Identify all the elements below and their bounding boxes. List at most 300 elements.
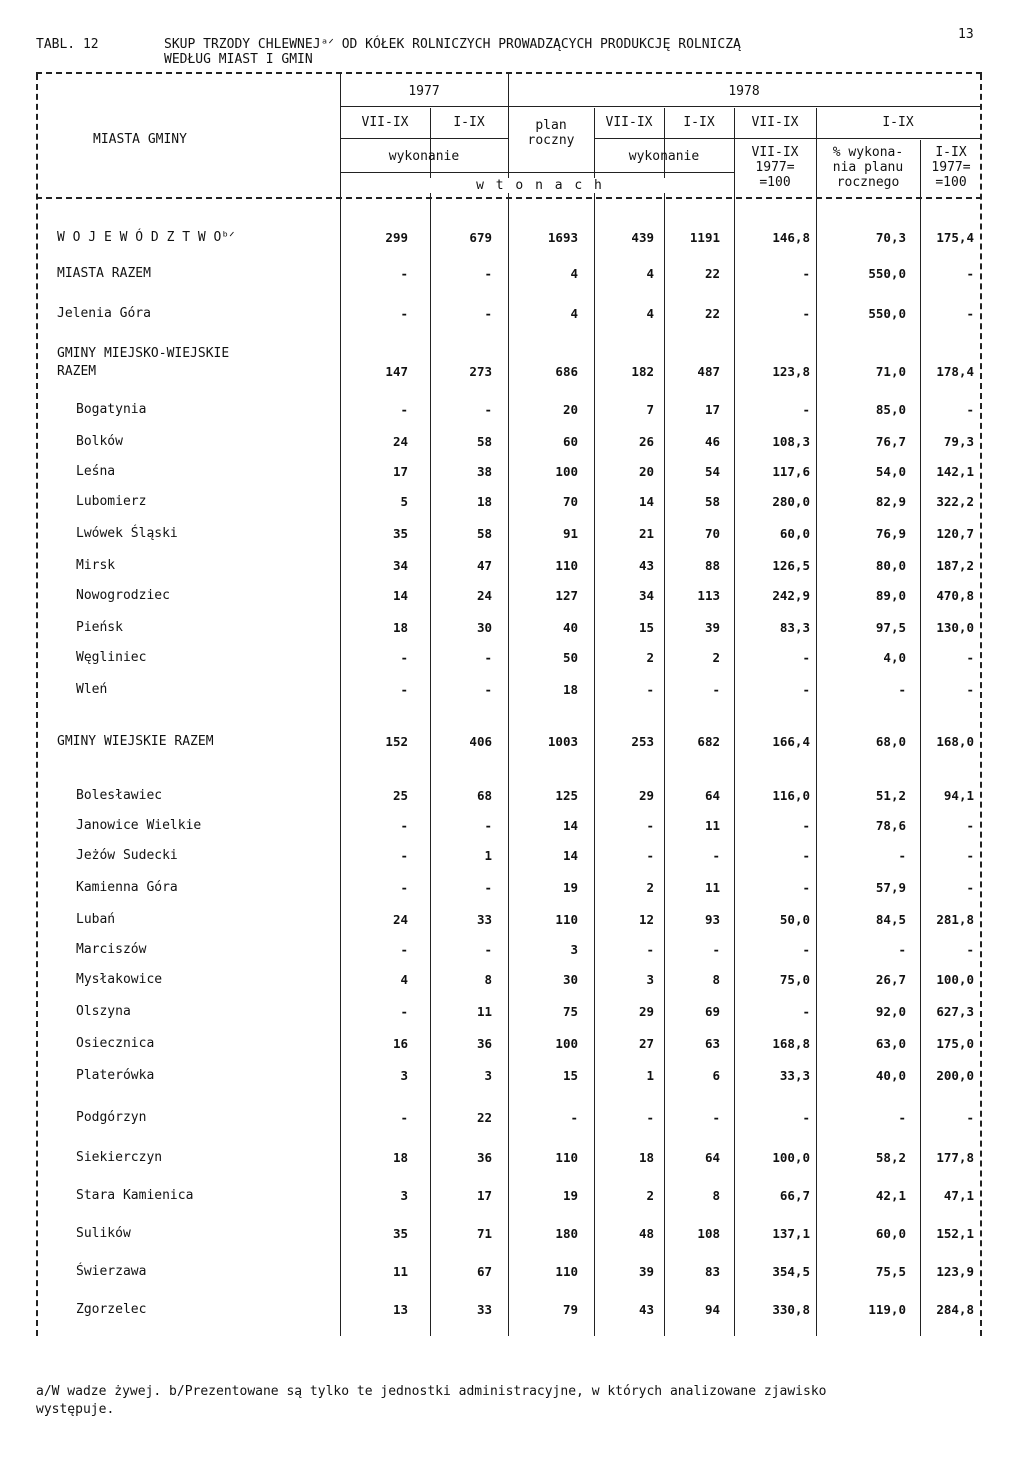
- row-value: 116,0: [772, 788, 810, 803]
- row-value: 92,0: [875, 1004, 906, 1019]
- row-value: 30: [562, 972, 578, 987]
- row-name: Podgórzyn: [76, 1110, 147, 1125]
- row-value: 242,9: [772, 588, 810, 603]
- heading-i-ix-1977: I-IX: [453, 115, 485, 130]
- row-value: 84,5: [875, 912, 906, 927]
- row-value: 130,0: [936, 620, 974, 635]
- row-value: -: [646, 682, 654, 697]
- row-value: 679: [469, 230, 492, 245]
- row-name: Bolesławiec: [76, 788, 163, 803]
- row-value: 123,8: [772, 364, 810, 379]
- table-subtitle: WEDŁUG MIAST I GMIN: [164, 52, 313, 67]
- table-row: [0, 848, 1024, 866]
- row-value: 47,1: [943, 1188, 974, 1203]
- row-value: 152: [385, 734, 408, 749]
- row-value: 18: [562, 682, 578, 697]
- row-value: 100: [555, 1036, 578, 1051]
- header-bottom-rule: [36, 197, 982, 199]
- row-value: 4: [646, 306, 654, 321]
- table-row: [0, 1068, 1024, 1086]
- table-row: [0, 1036, 1024, 1054]
- row-value: -: [802, 402, 810, 417]
- row-value: 69: [704, 1004, 720, 1019]
- row-value: 76,7: [875, 434, 906, 449]
- year-1978-heading: 1978: [728, 84, 760, 99]
- row-value: 14: [562, 848, 578, 863]
- row-value: 3: [484, 1068, 492, 1083]
- row-value: 123,9: [936, 1264, 974, 1279]
- row-value: 34: [392, 558, 408, 573]
- row-value: 58: [704, 494, 720, 509]
- heading-vii-ix-index: VII-IX: [751, 115, 799, 130]
- row-value: 550,0: [868, 266, 906, 281]
- row-value: 168,0: [936, 734, 974, 749]
- row-name: Lwówek Śląski: [76, 526, 178, 541]
- row-value: 19: [562, 880, 578, 895]
- table-row: [0, 526, 1024, 544]
- row-name-continued: RAZEM: [57, 364, 97, 379]
- stub-heading: MIASTA GMINY: [93, 132, 187, 147]
- row-value: 66,7: [779, 1188, 810, 1203]
- row-value: 110: [555, 1150, 578, 1165]
- row-name: Mirsk: [76, 558, 116, 573]
- row-name: GMINY MIEJSKO-WIEJSKIE: [57, 346, 230, 361]
- row-name: W O J E W Ó D Z T W Oᵇᐟ: [57, 230, 235, 245]
- row-value: -: [802, 266, 810, 281]
- row-name: Mysłakowice: [76, 972, 163, 987]
- row-value: -: [484, 682, 492, 697]
- row-value: 63: [704, 1036, 720, 1051]
- row-value: 89,0: [875, 588, 906, 603]
- row-value: 15: [562, 1068, 578, 1083]
- row-value: 175,0: [936, 1036, 974, 1051]
- row-value: 178,4: [936, 364, 974, 379]
- row-value: 79: [562, 1302, 578, 1317]
- row-value: 100,0: [936, 972, 974, 987]
- row-value: 14: [392, 588, 408, 603]
- row-value: 182: [631, 364, 654, 379]
- row-value: 682: [697, 734, 720, 749]
- frame-right-rule: [980, 74, 982, 1336]
- row-value: 3: [400, 1188, 408, 1203]
- row-value: 25: [392, 788, 408, 803]
- row-value: 58: [476, 526, 492, 541]
- row-value: 113: [697, 588, 720, 603]
- row-value: 322,2: [936, 494, 974, 509]
- row-value: 137,1: [772, 1226, 810, 1241]
- row-value: 22: [704, 266, 720, 281]
- row-value: 11: [392, 1264, 408, 1279]
- row-value: 108,3: [772, 434, 810, 449]
- row-value: 12: [638, 912, 654, 927]
- row-value: 110: [555, 1264, 578, 1279]
- table-row: [0, 1302, 1024, 1320]
- row-name: Zgorzelec: [76, 1302, 147, 1317]
- row-value: -: [966, 880, 974, 895]
- heading-wykonanie-1978: wykonanie: [628, 149, 700, 164]
- row-value: -: [966, 266, 974, 281]
- row-value: 40,0: [875, 1068, 906, 1083]
- row-value: 68,0: [875, 734, 906, 749]
- row-value: 18: [476, 494, 492, 509]
- row-value: 110: [555, 912, 578, 927]
- row-name: Marciszów: [76, 942, 147, 957]
- row-value: 11: [704, 880, 720, 895]
- row-value: 50: [562, 650, 578, 665]
- row-value: -: [802, 818, 810, 833]
- row-value: 46: [704, 434, 720, 449]
- row-name: Kamienna Góra: [76, 880, 178, 895]
- row-name: Platerówka: [76, 1068, 155, 1083]
- table-row: [0, 494, 1024, 512]
- row-value: 54: [704, 464, 720, 479]
- row-name: Leśna: [76, 464, 116, 479]
- row-value: 17: [392, 464, 408, 479]
- row-value: 177,8: [936, 1150, 974, 1165]
- row-value: 110: [555, 558, 578, 573]
- row-value: 76,9: [875, 526, 906, 541]
- col-rule: [508, 74, 509, 1336]
- row-value: 51,2: [875, 788, 906, 803]
- row-value: 93: [704, 912, 720, 927]
- row-value: 36: [476, 1036, 492, 1051]
- row-value: 80,0: [875, 558, 906, 573]
- row-value: 8: [712, 972, 720, 987]
- row-value: 1191: [689, 230, 720, 245]
- row-value: -: [400, 880, 408, 895]
- row-name: Świerzawa: [76, 1264, 147, 1279]
- row-value: 4: [646, 266, 654, 281]
- heading-i-ix-index: I-IX: [882, 115, 914, 130]
- row-value: 70,3: [875, 230, 906, 245]
- row-value: 36: [476, 1150, 492, 1165]
- row-value: -: [802, 682, 810, 697]
- row-value: 60,0: [779, 526, 810, 541]
- table-row: [0, 620, 1024, 638]
- row-value: -: [646, 942, 654, 957]
- table-row: [0, 682, 1024, 700]
- row-value: 48: [638, 1226, 654, 1241]
- table-row: [0, 558, 1024, 576]
- row-value: 17: [476, 1188, 492, 1203]
- row-value: -: [484, 818, 492, 833]
- row-value: 15: [638, 620, 654, 635]
- row-value: 30: [476, 620, 492, 635]
- row-value: 38: [476, 464, 492, 479]
- row-name: MIASTA RAZEM: [57, 266, 151, 281]
- table-row: [0, 346, 1024, 379]
- footnote-line-2: występuje.: [36, 1402, 115, 1417]
- row-value: -: [966, 942, 974, 957]
- table-row: [0, 266, 1024, 284]
- heading-index-vii-ix: VII-IX 1977= =100: [751, 145, 799, 190]
- table-row: [0, 972, 1024, 990]
- row-value: 21: [638, 526, 654, 541]
- row-value: 470,8: [936, 588, 974, 603]
- table-row: [0, 788, 1024, 806]
- row-name: Jeżów Sudecki: [76, 848, 178, 863]
- row-name: Jelenia Góra: [57, 306, 151, 321]
- row-value: 7: [646, 402, 654, 417]
- row-name: Osiecznica: [76, 1036, 155, 1051]
- row-value: 3: [400, 1068, 408, 1083]
- row-value: 2: [646, 880, 654, 895]
- row-value: 2: [712, 650, 720, 665]
- row-value: -: [898, 1110, 906, 1125]
- row-value: 18: [392, 620, 408, 635]
- row-value: 58,2: [875, 1150, 906, 1165]
- table-row: [0, 1264, 1024, 1282]
- table-row: [0, 306, 1024, 324]
- row-value: 117,6: [772, 464, 810, 479]
- row-name: GMINY WIEJSKIE RAZEM: [57, 734, 214, 749]
- row-name: Nowogrodziec: [76, 588, 170, 603]
- frame-top-rule: [36, 72, 982, 74]
- row-value: 2: [646, 650, 654, 665]
- frame-left-rule: [36, 74, 38, 1336]
- row-value: 168,8: [772, 1036, 810, 1051]
- row-value: 3: [570, 942, 578, 957]
- row-value: -: [484, 942, 492, 957]
- row-value: 175,4: [936, 230, 974, 245]
- row-value: 126,5: [772, 558, 810, 573]
- row-value: 50,0: [779, 912, 810, 927]
- row-value: 1693: [547, 230, 578, 245]
- header-rule: [594, 138, 980, 139]
- row-value: 22: [476, 1110, 492, 1125]
- row-value: 284,8: [936, 1302, 974, 1317]
- table-row: [0, 434, 1024, 452]
- row-value: 11: [704, 818, 720, 833]
- row-value: 142,1: [936, 464, 974, 479]
- table-row: [0, 1150, 1024, 1168]
- row-value: -: [400, 818, 408, 833]
- row-value: 11: [476, 1004, 492, 1019]
- row-value: 14: [638, 494, 654, 509]
- row-value: 27: [638, 1036, 654, 1051]
- row-value: 88: [704, 558, 720, 573]
- row-name: Lubań: [76, 912, 116, 927]
- row-value: 91: [562, 526, 578, 541]
- row-value: 16: [392, 1036, 408, 1051]
- row-value: 550,0: [868, 306, 906, 321]
- row-value: 3: [646, 972, 654, 987]
- row-value: -: [400, 650, 408, 665]
- row-name: Lubomierz: [76, 494, 147, 509]
- row-value: 58: [476, 434, 492, 449]
- row-value: 22: [704, 306, 720, 321]
- row-name: Olszyna: [76, 1004, 131, 1019]
- row-value: -: [712, 848, 720, 863]
- table-row: [0, 1226, 1024, 1244]
- header-rule: [340, 106, 980, 107]
- row-value: 120,7: [936, 526, 974, 541]
- row-value: -: [400, 848, 408, 863]
- row-value: -: [400, 1004, 408, 1019]
- row-value: -: [712, 942, 720, 957]
- heading-wykonanie-1977: wykonanie: [388, 149, 460, 164]
- row-value: -: [646, 848, 654, 863]
- row-value: 5: [400, 494, 408, 509]
- row-value: -: [400, 1110, 408, 1125]
- row-value: 64: [704, 788, 720, 803]
- row-value: 64: [704, 1150, 720, 1165]
- row-name: Węgliniec: [76, 650, 147, 665]
- row-value: 29: [638, 788, 654, 803]
- table-row: [0, 402, 1024, 420]
- row-value: 439: [631, 230, 654, 245]
- row-value: 281,8: [936, 912, 974, 927]
- row-value: -: [802, 650, 810, 665]
- heading-i-ix-1978: I-IX: [683, 115, 715, 130]
- row-value: -: [400, 682, 408, 697]
- row-name: Bogatynia: [76, 402, 147, 417]
- row-value: 187,2: [936, 558, 974, 573]
- row-value: -: [484, 306, 492, 321]
- row-value: -: [966, 818, 974, 833]
- row-value: 24: [476, 588, 492, 603]
- row-name: Siekierczyn: [76, 1150, 163, 1165]
- table-row: [0, 734, 1024, 752]
- row-value: -: [400, 306, 408, 321]
- page-number: 13: [958, 27, 974, 42]
- row-value: 406: [469, 734, 492, 749]
- table-row: [0, 650, 1024, 668]
- row-value: 354,5: [772, 1264, 810, 1279]
- row-value: -: [802, 880, 810, 895]
- row-value: -: [570, 1110, 578, 1125]
- row-value: 60: [562, 434, 578, 449]
- row-value: 24: [392, 912, 408, 927]
- row-value: 125: [555, 788, 578, 803]
- row-value: 68: [476, 788, 492, 803]
- row-value: 330,8: [772, 1302, 810, 1317]
- row-value: 4: [570, 306, 578, 321]
- row-value: 94,1: [943, 788, 974, 803]
- row-value: 2: [646, 1188, 654, 1203]
- row-value: -: [966, 402, 974, 417]
- row-value: 39: [638, 1264, 654, 1279]
- header-rule: [340, 138, 508, 139]
- heading-vii-ix-1978: VII-IX: [605, 115, 653, 130]
- row-value: 39: [704, 620, 720, 635]
- heading-plan-roczny: plan roczny: [527, 118, 575, 148]
- row-value: 40: [562, 620, 578, 635]
- row-value: 43: [638, 558, 654, 573]
- row-value: 79,3: [943, 434, 974, 449]
- row-value: -: [712, 682, 720, 697]
- row-value: -: [802, 942, 810, 957]
- row-value: 14: [562, 818, 578, 833]
- row-value: 85,0: [875, 402, 906, 417]
- row-value: 47: [476, 558, 492, 573]
- row-name: Bolków: [76, 434, 123, 449]
- row-value: 4,0: [883, 650, 906, 665]
- row-value: -: [966, 848, 974, 863]
- heading-index-i-ix: I-IX 1977= =100: [931, 145, 971, 190]
- row-value: 8: [712, 1188, 720, 1203]
- row-value: -: [898, 942, 906, 957]
- row-value: 6: [712, 1068, 720, 1083]
- row-value: 180: [555, 1226, 578, 1241]
- row-value: 108: [697, 1226, 720, 1241]
- row-value: 75: [562, 1004, 578, 1019]
- table-label: TABL. 12: [36, 37, 99, 52]
- row-value: 1: [646, 1068, 654, 1083]
- row-value: -: [898, 848, 906, 863]
- row-value: 4: [400, 972, 408, 987]
- row-value: -: [712, 1110, 720, 1125]
- row-value: 686: [555, 364, 578, 379]
- row-value: -: [966, 306, 974, 321]
- table-row: [0, 588, 1024, 606]
- row-value: 29: [638, 1004, 654, 1019]
- table-row: [0, 818, 1024, 836]
- row-value: 1: [484, 848, 492, 863]
- row-value: 33,3: [779, 1068, 810, 1083]
- row-value: 94: [704, 1302, 720, 1317]
- row-value: -: [484, 880, 492, 895]
- row-value: 82,9: [875, 494, 906, 509]
- footnote-line-1: a/W wadze żywej. b/Prezentowane są tylko te jednostki administracyjne, w których analizowane zjawisko: [36, 1384, 827, 1399]
- row-value: 127: [555, 588, 578, 603]
- row-value: -: [484, 650, 492, 665]
- row-value: -: [966, 682, 974, 697]
- row-value: -: [802, 1110, 810, 1125]
- row-value: -: [966, 1110, 974, 1125]
- year-1977-heading: 1977: [408, 84, 440, 99]
- row-value: 83: [704, 1264, 720, 1279]
- row-value: 253: [631, 734, 654, 749]
- row-value: 42,1: [875, 1188, 906, 1203]
- row-value: 71: [476, 1226, 492, 1241]
- row-value: 43: [638, 1302, 654, 1317]
- table-row: [0, 942, 1024, 960]
- row-value: 26: [638, 434, 654, 449]
- row-value: 63,0: [875, 1036, 906, 1051]
- row-value: -: [802, 848, 810, 863]
- table-row: [0, 1110, 1024, 1128]
- table-row: [0, 464, 1024, 482]
- row-value: 17: [704, 402, 720, 417]
- row-value: 60,0: [875, 1226, 906, 1241]
- row-value: -: [802, 306, 810, 321]
- row-value: 57,9: [875, 880, 906, 895]
- table-row: [0, 1188, 1024, 1206]
- row-name: Stara Kamienica: [76, 1188, 194, 1203]
- table-row: [0, 912, 1024, 930]
- table-row: [0, 1004, 1024, 1022]
- row-value: 627,3: [936, 1004, 974, 1019]
- row-value: 147: [385, 364, 408, 379]
- row-value: 119,0: [868, 1302, 906, 1317]
- row-value: -: [484, 402, 492, 417]
- row-value: 33: [476, 912, 492, 927]
- row-value: 34: [638, 588, 654, 603]
- row-value: 152,1: [936, 1226, 974, 1241]
- row-value: 19: [562, 1188, 578, 1203]
- row-value: 146,8: [772, 230, 810, 245]
- row-value: 273: [469, 364, 492, 379]
- row-name: Janowice Wielkie: [76, 818, 202, 833]
- row-value: 8: [484, 972, 492, 987]
- row-value: 78,6: [875, 818, 906, 833]
- row-value: 54,0: [875, 464, 906, 479]
- row-value: -: [400, 942, 408, 957]
- row-name: Pieńsk: [76, 620, 123, 635]
- row-value: 71,0: [875, 364, 906, 379]
- row-value: -: [646, 818, 654, 833]
